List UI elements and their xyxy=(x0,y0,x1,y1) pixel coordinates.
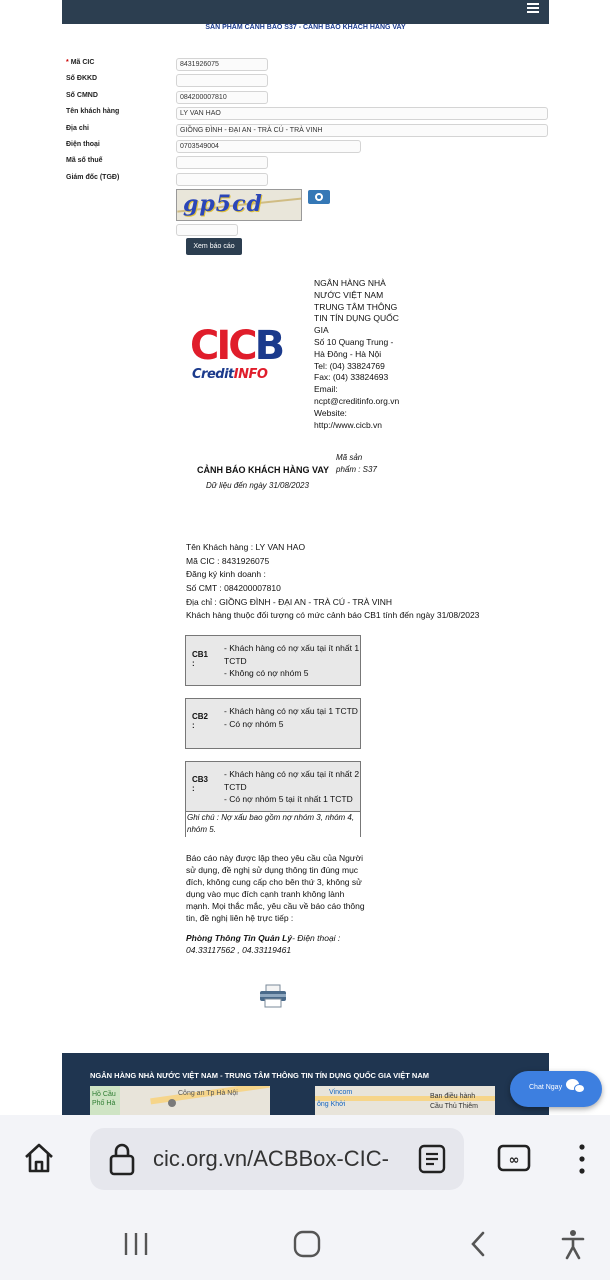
camera-icon xyxy=(315,193,323,201)
home-icon[interactable] xyxy=(22,1141,56,1175)
info-id-number: Số CMT : 084200007810 xyxy=(186,583,281,593)
url-text[interactable]: cic.org.vn/ACBBox-CIC- xyxy=(153,1146,389,1171)
id-number-label: Số CMND xyxy=(66,92,98,99)
tax-code-input[interactable] xyxy=(176,156,268,169)
cicb-logo: CICB CreditINFO xyxy=(190,323,283,382)
captcha-text: gp5cd xyxy=(183,191,263,217)
warning-box-cb2: CB2 : - Khách hàng có nợ xấu tại 1 TCTD - Có nợ nhóm 5 xyxy=(185,698,361,749)
map-pin-icon xyxy=(168,1099,176,1107)
chat-now-button[interactable]: Chat Ngay xyxy=(510,1071,602,1107)
customer-name-input[interactable]: LY VAN HAO xyxy=(176,107,548,120)
info-business-reg: Đăng ký kinh doanh : xyxy=(186,569,266,579)
top-navbar xyxy=(62,0,549,24)
tabs-icon[interactable] xyxy=(497,1143,531,1173)
refresh-captcha-button[interactable] xyxy=(308,190,330,204)
svg-text:∞: ∞ xyxy=(508,1153,520,1168)
info-address: Địa chỉ : GIỒNG ĐÌNH - ĐẠI AN - TRÀ CÚ - TRÀ VINH xyxy=(186,597,393,607)
home-nav-icon[interactable] xyxy=(292,1230,322,1258)
warning-box-cb1: CB1 : - Khách hàng có nợ xấu tại ít nhất 1 TCTD - Không có nợ nhóm 5 xyxy=(185,635,361,686)
back-icon[interactable] xyxy=(468,1230,488,1258)
contact-department: Phòng Thông Tin Quản Lý- Điện thoại : 04.33117562 , 04.33119461 xyxy=(186,933,341,955)
business-reg-label: Số ĐKKD xyxy=(66,75,98,82)
printer-icon[interactable] xyxy=(258,984,288,1008)
report-title: CẢNH BÁO KHÁCH HÀNG VAY xyxy=(197,465,330,475)
customer-name-label: Tên khách hàng xyxy=(66,108,120,115)
hamburger-menu-icon[interactable] xyxy=(527,3,539,13)
view-report-button[interactable]: Xem báo cáo xyxy=(186,238,242,255)
tax-code-label: Mã số thuế xyxy=(66,157,103,164)
map-widget-1[interactable]: Hồ Cầu Phố Hà Công an Tp Hà Nội xyxy=(90,1086,270,1115)
footer-org-text: NGÂN HÀNG NHÀ NƯỚC VIỆT NAM - TRUNG TÂM THÔNG TIN TÍN DỤNG QUỐC GIA VIỆT NAM xyxy=(90,1071,429,1080)
product-code: Mã sản phẩm : S37 xyxy=(336,453,377,474)
captcha-image xyxy=(176,189,302,221)
info-cic-code: Mã CIC : 8431926075 xyxy=(186,556,270,566)
required-mark: * xyxy=(66,59,69,66)
address-input[interactable]: GIỒNG ĐÌNH - ĐẠI AN - TRÀ CÚ - TRÀ VINH xyxy=(176,124,548,137)
accessibility-icon[interactable] xyxy=(560,1228,586,1260)
director-input[interactable] xyxy=(176,173,268,186)
id-number-input[interactable]: 084200007810 xyxy=(176,91,268,104)
warning-box-cb3: CB3 : - Khách hàng có nợ xấu tại ít nhất 2 TCTD - Có nợ nhóm 5 tại ít nhất 1 TCTD xyxy=(185,761,361,812)
reader-mode-icon[interactable] xyxy=(418,1144,446,1174)
captcha-input[interactable] xyxy=(176,224,238,236)
director-label: Giám đốc (TGĐ) xyxy=(66,174,120,181)
report-data-date: Dữ liệu đến ngày 31/08/2023 xyxy=(206,481,309,490)
info-customer-name: Tên Khách hàng : LY VAN HAO xyxy=(186,542,306,552)
site-footer xyxy=(62,1053,549,1115)
recent-apps-icon[interactable] xyxy=(122,1231,150,1257)
address-label: Địa chỉ xyxy=(66,125,89,132)
phone-input[interactable]: 0703549004 xyxy=(176,140,361,153)
lock-icon[interactable] xyxy=(108,1141,136,1177)
more-options-icon[interactable] xyxy=(577,1142,587,1176)
page-title: SẢN PHẨM CẢNH BÁO S37 - CẢNH BÁO KHÁCH HÀNG VAY xyxy=(205,24,406,31)
cic-code-label: * Mã CIC xyxy=(66,59,95,66)
bad-debt-note: Ghi chú : Nợ xấu bao gồm nợ nhóm 3, nhóm 4, nhóm 5. xyxy=(185,812,361,837)
usage-disclaimer: Báo cáo này được lập theo yêu cầu của Người sử dụng, đề nghị sử dụng thông tin đúng mục đích, không cung cấp cho bên thứ 3, không sử dụng vào mục đích cạnh tranh không lành mạnh. Mọi thắc mắc, yêu cầu về báo cáo thông tin, đề nghị liên hệ trực tiếp : xyxy=(186,853,365,923)
contact-block: NGÂN HÀNG NHÀ NƯỚC VIỆT NAM TRUNG TÂM THÔNG TIN TÍN DỤNG QUỐC GIA Số 10 Quang Trung - Hà Đông - Hà Nội Tel: (04) 33824769 Fax: (04) 33824693 Email: ncpt@creditinfo.org.vn Website: http://www.cicb.vn xyxy=(314,278,400,430)
business-reg-input[interactable] xyxy=(176,74,268,87)
map-widget-2[interactable]: Vincom ông Khởi Ban điều hành Cầu Thủ Thiêm xyxy=(315,1086,495,1115)
info-warning-level: Khách hàng thuộc đối tượng có mức cảnh báo CB1 tính đến ngày 31/08/2023 xyxy=(186,610,480,620)
cic-code-input[interactable]: 8431926075 xyxy=(176,58,268,71)
phone-label: Điện thoại xyxy=(66,141,100,148)
